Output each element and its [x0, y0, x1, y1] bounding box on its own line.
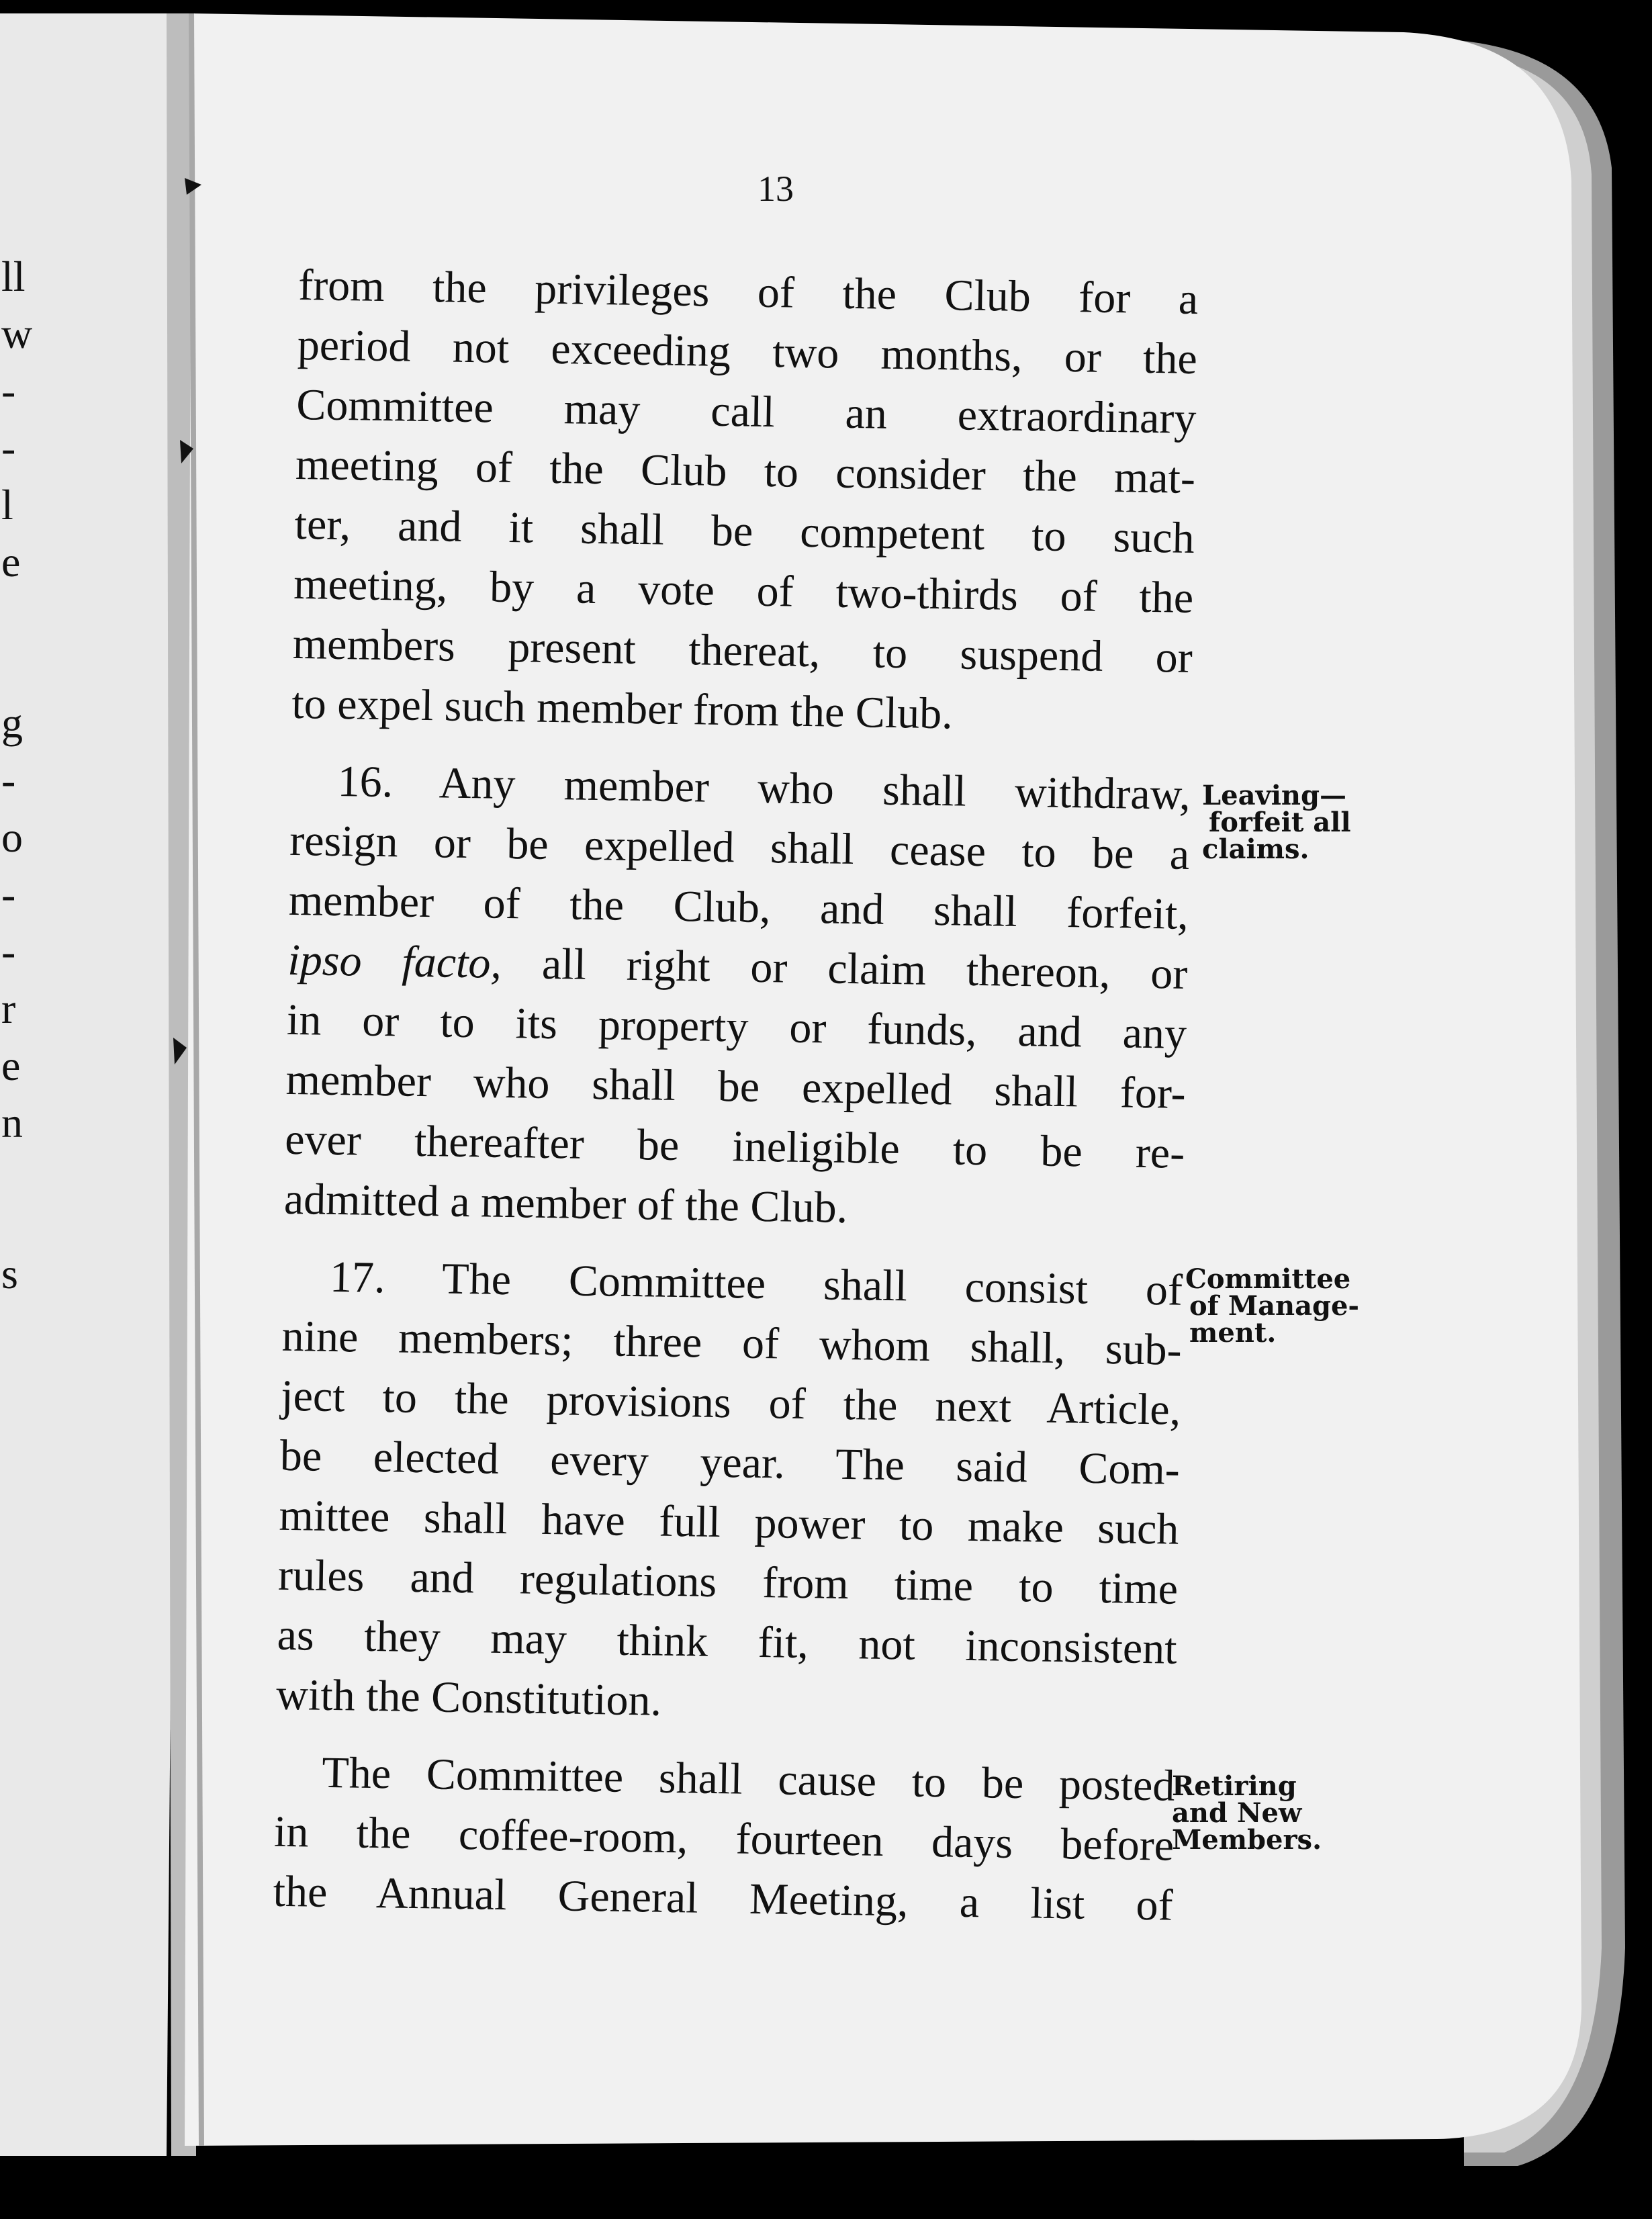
side-note-line: claims.	[1202, 833, 1310, 865]
text-line: in or to its property or funds, and any	[286, 995, 1187, 1058]
facing-fragment: e	[1, 538, 21, 586]
text-line: period not exceeding two months, or the	[297, 320, 1198, 384]
facing-fragment: e	[1, 1042, 21, 1089]
text-line: meeting of the Club to consider the mat-	[295, 439, 1196, 504]
text-line: be elected every year. The said Com-	[279, 1431, 1181, 1494]
facing-fragment: l	[1, 481, 13, 529]
text-line: The Committee shall cause to be posted	[321, 1748, 1175, 1811]
facing-fragment: -	[1, 756, 16, 804]
facing-fragment: w	[1, 310, 33, 357]
side-note-leaving	[1202, 782, 1351, 863]
facing-fragment: ll	[1, 253, 26, 300]
article-16	[283, 751, 1191, 1243]
text-line: member who shall be expelled shall for-	[285, 1054, 1187, 1118]
text-line: resign or be expelled shall cease to be a	[289, 815, 1190, 879]
body-text	[273, 255, 1199, 1936]
article-17	[276, 1247, 1183, 1739]
facing-fragment: g	[1, 699, 23, 747]
text-line: member of the Club, and shall forfeit,	[288, 875, 1189, 939]
text-line: 17. The Committee shall consist of	[329, 1252, 1183, 1315]
facing-fragment: -	[1, 870, 16, 918]
side-note-line: Leaving—	[1202, 780, 1346, 811]
page-number: 13	[758, 169, 794, 209]
facing-fragment: -	[1, 927, 16, 975]
facing-fragment: n	[1, 1099, 23, 1146]
side-note-committee	[1185, 1263, 1360, 1349]
retiring-members-paragraph	[273, 1742, 1175, 1936]
text-line: as they may think fit, not inconsistent	[277, 1610, 1178, 1674]
text-line: mittee shall have full power to make such	[278, 1490, 1179, 1554]
text-line: members present thereat, to suspend or	[292, 619, 1193, 682]
facing-fragment: r	[1, 985, 16, 1032]
side-note-line: forfeit all	[1209, 807, 1351, 838]
text-line: admitted a member of the Club.	[283, 1174, 848, 1233]
side-note-line: Members.	[1172, 1824, 1322, 1856]
text-line: the Annual General Meeting, a list of	[273, 1866, 1174, 1930]
text-line: meeting, by a vote of two-thirds of the	[293, 559, 1194, 623]
text-line: from the privileges of the Club for a	[297, 260, 1199, 324]
text-line: ject to the provisions of the next Article,	[280, 1371, 1181, 1435]
side-note-line: ment.	[1189, 1317, 1277, 1349]
text-line: ever thereafter be ineligible to be re-	[284, 1114, 1185, 1178]
side-note-line: Retiring	[1172, 1770, 1297, 1802]
facing-fragment: -	[1, 367, 16, 414]
text-line: ter, and it shall be competent to such	[294, 499, 1195, 563]
side-note-retiring	[1172, 1770, 1322, 1856]
text-line: in the coffee-room, fourteen days before	[273, 1807, 1175, 1870]
facing-fragment: -	[1, 424, 16, 471]
text-line: Committee may call an extraordinary	[295, 379, 1197, 444]
side-note-line: and New	[1172, 1797, 1302, 1829]
facing-fragment: s	[1, 1250, 18, 1298]
text-line: with the Constitution.	[275, 1670, 662, 1725]
text-line: nine members; three of whom shall, sub-	[281, 1311, 1183, 1375]
facing-fragment: o	[1, 813, 23, 861]
text-line: to expel such member from the Club.	[291, 678, 954, 739]
paragraph-continuation	[291, 255, 1199, 748]
text-line-italic-lead: ipso facto, all right or claim thereon, or	[287, 935, 1188, 999]
side-note-line: Committee	[1185, 1263, 1351, 1295]
text-line: 16. Any member who shall withdraw,	[337, 757, 1191, 819]
text-line: rules and regulations from time to time	[277, 1550, 1179, 1614]
side-note-line: of Manage-	[1189, 1290, 1360, 1322]
